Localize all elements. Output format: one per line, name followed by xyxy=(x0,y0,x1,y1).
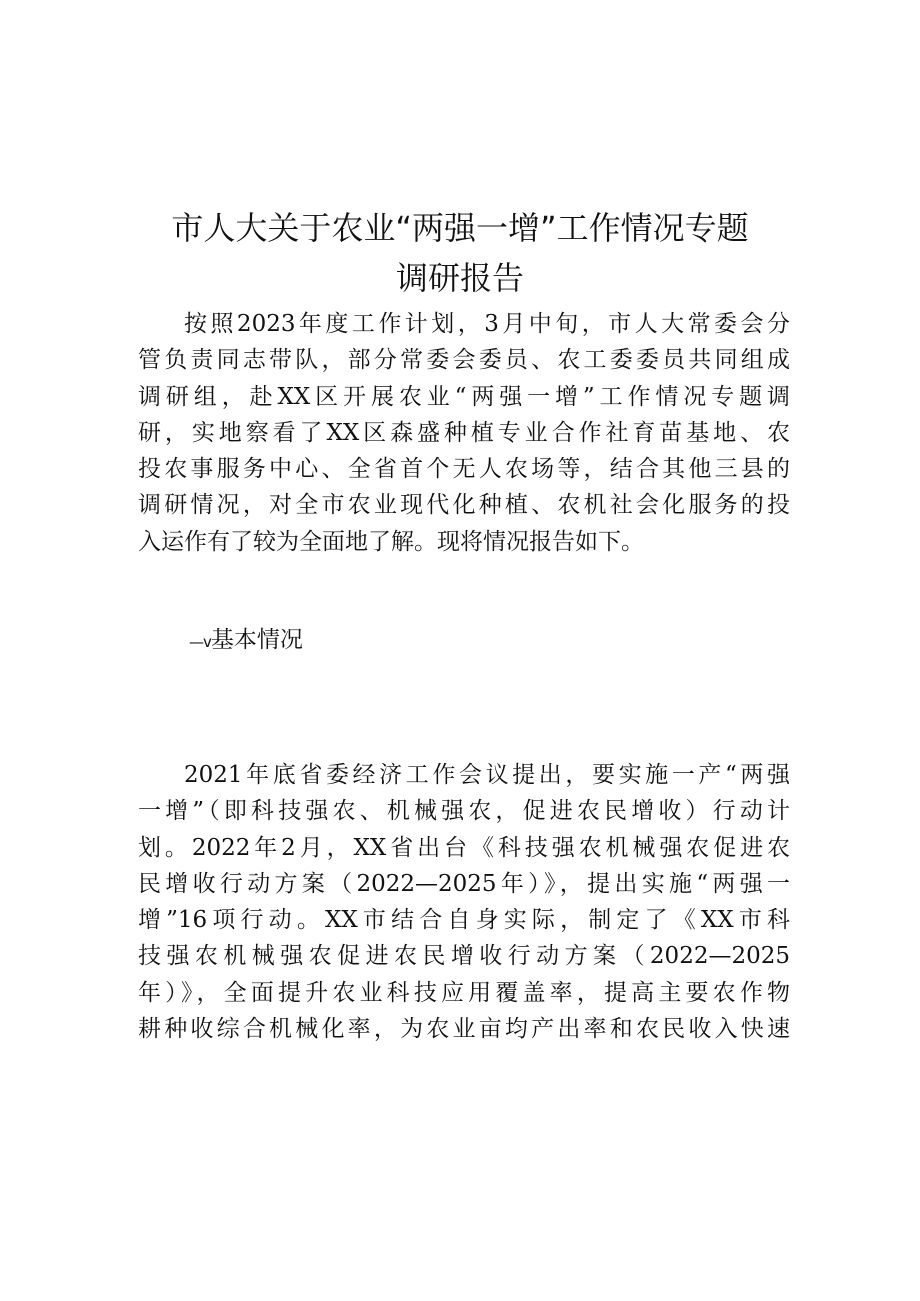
paragraph-line: 投农事服务中心、全省首个无人农场等，结合其他三县的 xyxy=(138,456,790,483)
paragraph-line: 技强农机械强农促进农民增收行动方案（2022—2025 xyxy=(138,943,790,970)
paragraph-line: 民增收行动方案（2022—2025年）》，提出实施“两强一 xyxy=(138,870,790,897)
paragraph-line: 划。2022年2月，XX省出台《科技强农机械强农促进农 xyxy=(138,834,790,861)
paragraph-line: 2021年底省委经济工作会议提出，要实施一产“两强 xyxy=(184,762,790,788)
intro-paragraph xyxy=(138,306,790,560)
paragraph-line: 按照2023年度工作计划，3月中旬，市人大常委会分 xyxy=(184,311,790,337)
paragraph-line: 入运作有了较为全面地了解。现将情况报告如下。 xyxy=(138,528,644,555)
title-line: 市人大关于农业“两强一增”工作情况专题 xyxy=(171,209,749,247)
paragraph-line: 调研情况，对全市农业现代化种植、农机社会化服务的投 xyxy=(138,492,790,519)
section-heading xyxy=(189,620,303,662)
paragraph-line: 耕种收综合机械化率，为农业亩均产出率和农民收入快速 xyxy=(138,1016,790,1043)
paragraph-line: 调研组，赴XX区开展农业“两强一增”工作情况专题调 xyxy=(138,383,790,410)
paragraph-line: 研，实地察看了XX区森盛种植专业合作社育苗基地、农 xyxy=(138,419,790,446)
body-paragraph xyxy=(138,757,790,1047)
title-line: 调研报告 xyxy=(395,259,524,297)
paragraph-line: 管负责同志带队，部分常委会委员、农工委委员共同组成 xyxy=(138,347,790,374)
section-heading-marker: —v xyxy=(189,633,211,651)
section-heading-text: 基本情况 xyxy=(210,627,303,653)
paragraph-line: 年）》，全面提升农业科技应用覆盖率，提高主要农作物 xyxy=(138,979,790,1006)
paragraph-line: 增”16项行动。XX市结合自身实际，制定了《XX市科 xyxy=(138,907,790,934)
document-title xyxy=(120,203,800,303)
paragraph-line: 一增”（即科技强农、机械强农，促进农民增收）行动计 xyxy=(138,798,790,825)
